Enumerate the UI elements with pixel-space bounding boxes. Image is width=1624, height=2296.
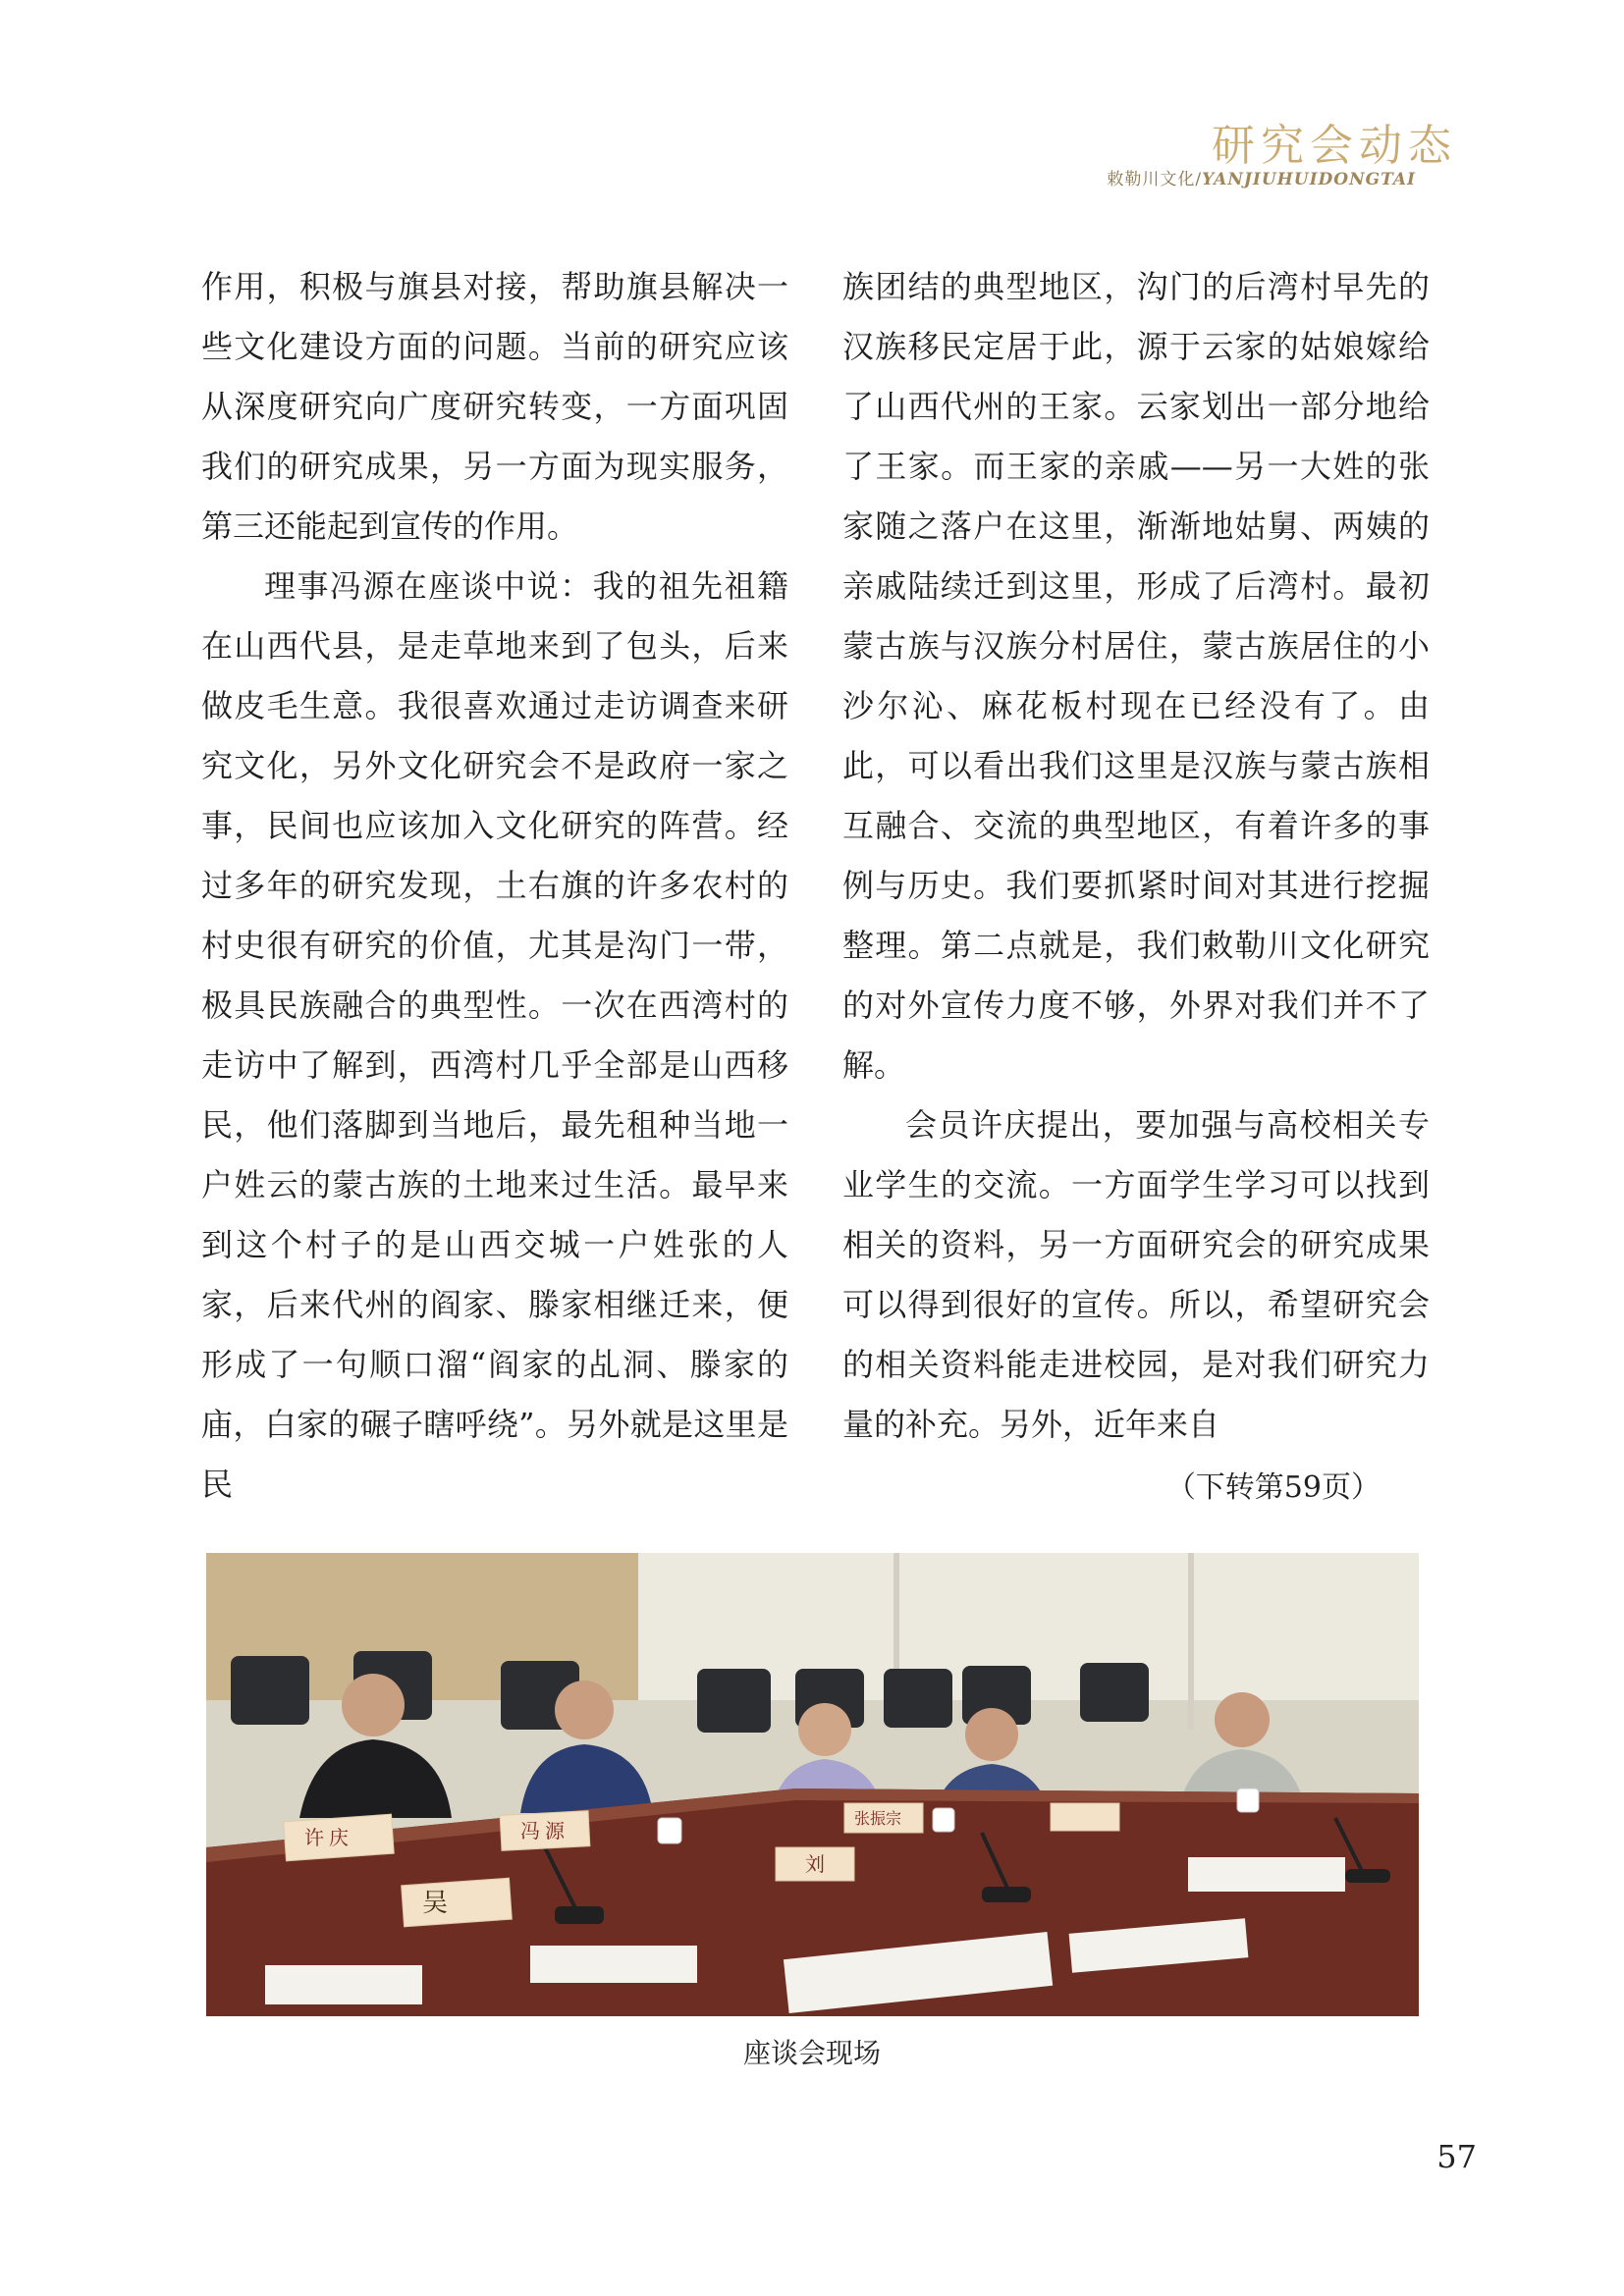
nameplate-feng-yuan: 冯 源 (520, 1821, 565, 1842)
photo-caption: 座谈会现场 (742, 2037, 881, 2069)
section-subtitle-cn: 敕勒川文化/ (1107, 170, 1203, 189)
left-text-column (201, 257, 788, 1515)
nameplate-xu-qing: 许 庆 (304, 1828, 349, 1849)
nameplate-wu: 吴 (422, 1889, 449, 1917)
right-paragraph-1: 族团结的典型地区，沟门的后湾村早先的汉族移民定居于此，源于云家的姑娘嫁给了山西代州的王家。云家划出一部分地给了王家。而王家的亲戚——另一大姓的张家随之落户在这里，渐渐地姑舅、两姨的亲戚陆续迁到这里，形成了后湾村。最初蒙古族与汉族分村居住，蒙古族居住的小沙尔沁、麻花板村现在已经没有了。由此，可以看出我们这里是汉族与蒙古族相互融合、交流的典型地区，有着许多的事例与历史。我们要抓紧时间对其进行挖掘整理。第二点就是，我们敕勒川文化研究的对外宣传力度不够，外界对我们并不了解。 (842, 268, 1430, 1084)
section-subtitle-en: YANJIUHUIDONGTAI (1202, 170, 1416, 189)
continued-on-note: （下转第59页） (1165, 1470, 1380, 1505)
right-paragraph-2: 会员许庆提出，要加强与高校相关专业学生的交流。一方面学生学习可以找到相关的资料，另一方面研究会的研究成果可以得到很好的宣传。所以，希望研究会的相关资料能走进校园，是对我们研究力量的补充。另外，近年来自 (842, 1106, 1430, 1443)
nameplate-zhang: 张振宗 (854, 1811, 902, 1828)
left-paragraph-1: 作用，积极与旗县对接，帮助旗县解决一些文化建设方面的问题。当前的研究应该从深度研究向广度研究转变，一方面巩固我们的研究成果，另一方面为现实服务，第三还能起到宣传的作用。 (201, 268, 788, 545)
page-number: 57 (1436, 2138, 1477, 2175)
right-text-column (842, 257, 1430, 1455)
meeting-photo-illustration (206, 1553, 1419, 2016)
nameplate-liu: 刘 (805, 1854, 825, 1876)
section-subtitle (1107, 165, 1416, 189)
meeting-photo (206, 1553, 1419, 2016)
section-title: 研究会动态 (1212, 121, 1457, 171)
left-paragraph-2: 理事冯源在座谈中说：我的祖先祖籍在山西代县，是走草地来到了包头，后来做皮毛生意。我很喜欢通过走访调查来研究文化，另外文化研究会不是政府一家之事，民间也应该加入文化研究的阵营。经过多年的研究发现，土右旗的许多农村的村史很有研究的价值，尤其是沟门一带，极具民族融合的典型性。一次在西湾村的走访中了解到，西湾村几乎全部是山西移民，他们落脚到当地后，最先租种当地一户姓云的蒙古族的土地来过生活。最早来到这个村子的是山西交城一户姓张的人家，后来代州的阎家、滕家相继迁来，便形成了一句顺口溜“阎家的乩洞、滕家的庙，白家的碾子瞎呼绕”。另外就是这里是民 (201, 567, 788, 1503)
